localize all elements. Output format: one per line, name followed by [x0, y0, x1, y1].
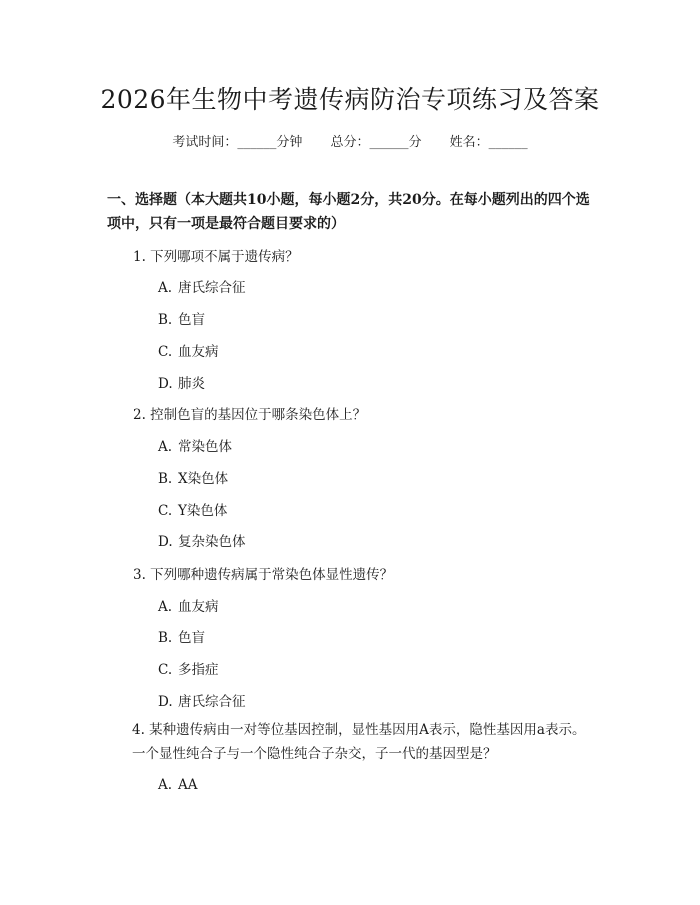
option-item: D. 复杂染色体	[158, 534, 246, 550]
question-stem: 2. 控制色盲的基因位于哪条染色体上？	[133, 407, 367, 423]
option-item: A. 血友病	[158, 599, 219, 615]
option-item: D. 唐氏综合征	[158, 694, 246, 710]
option-item: A. AA	[158, 777, 198, 793]
student-name-field: 姓名：______	[449, 135, 528, 150]
option-item: C. 血友病	[158, 344, 219, 360]
document-title: 2026年生物中考遗传病防治专项练习及答案	[100, 85, 600, 114]
question-stem: 4. 某种遗传病由一对等位基因控制，显性基因用A表示，隐性基因用a表示。一个显性纯合子与一个隐性纯合子杂交，子一代的基因型是？	[132, 722, 586, 762]
option-item: B. 色盲	[158, 630, 205, 646]
option-item: C. Y染色体	[158, 503, 228, 519]
option-item: A. 常染色体	[158, 439, 232, 455]
section-heading: 一、选择题（本大题共10小题，每小题2分，共20分。在每小题列出的四个选项中，只有一项是最符合题目要求的）	[107, 192, 590, 232]
option-item: C. 多指症	[158, 662, 219, 678]
option-item: B. 色盲	[158, 312, 205, 328]
question-stem: 1. 下列哪项不属于遗传病？	[133, 249, 299, 265]
exam-time-field: 考试时间：______分钟	[172, 135, 303, 150]
total-score-field: 总分：______分	[330, 135, 422, 150]
option-item: D. 肺炎	[158, 376, 205, 392]
option-item: B. X染色体	[158, 471, 229, 487]
exam-info-line	[0, 131, 700, 150]
option-item: A. 唐氏综合征	[158, 280, 246, 296]
question-stem: 3. 下列哪种遗传病属于常染色体显性遗传？	[133, 567, 394, 583]
